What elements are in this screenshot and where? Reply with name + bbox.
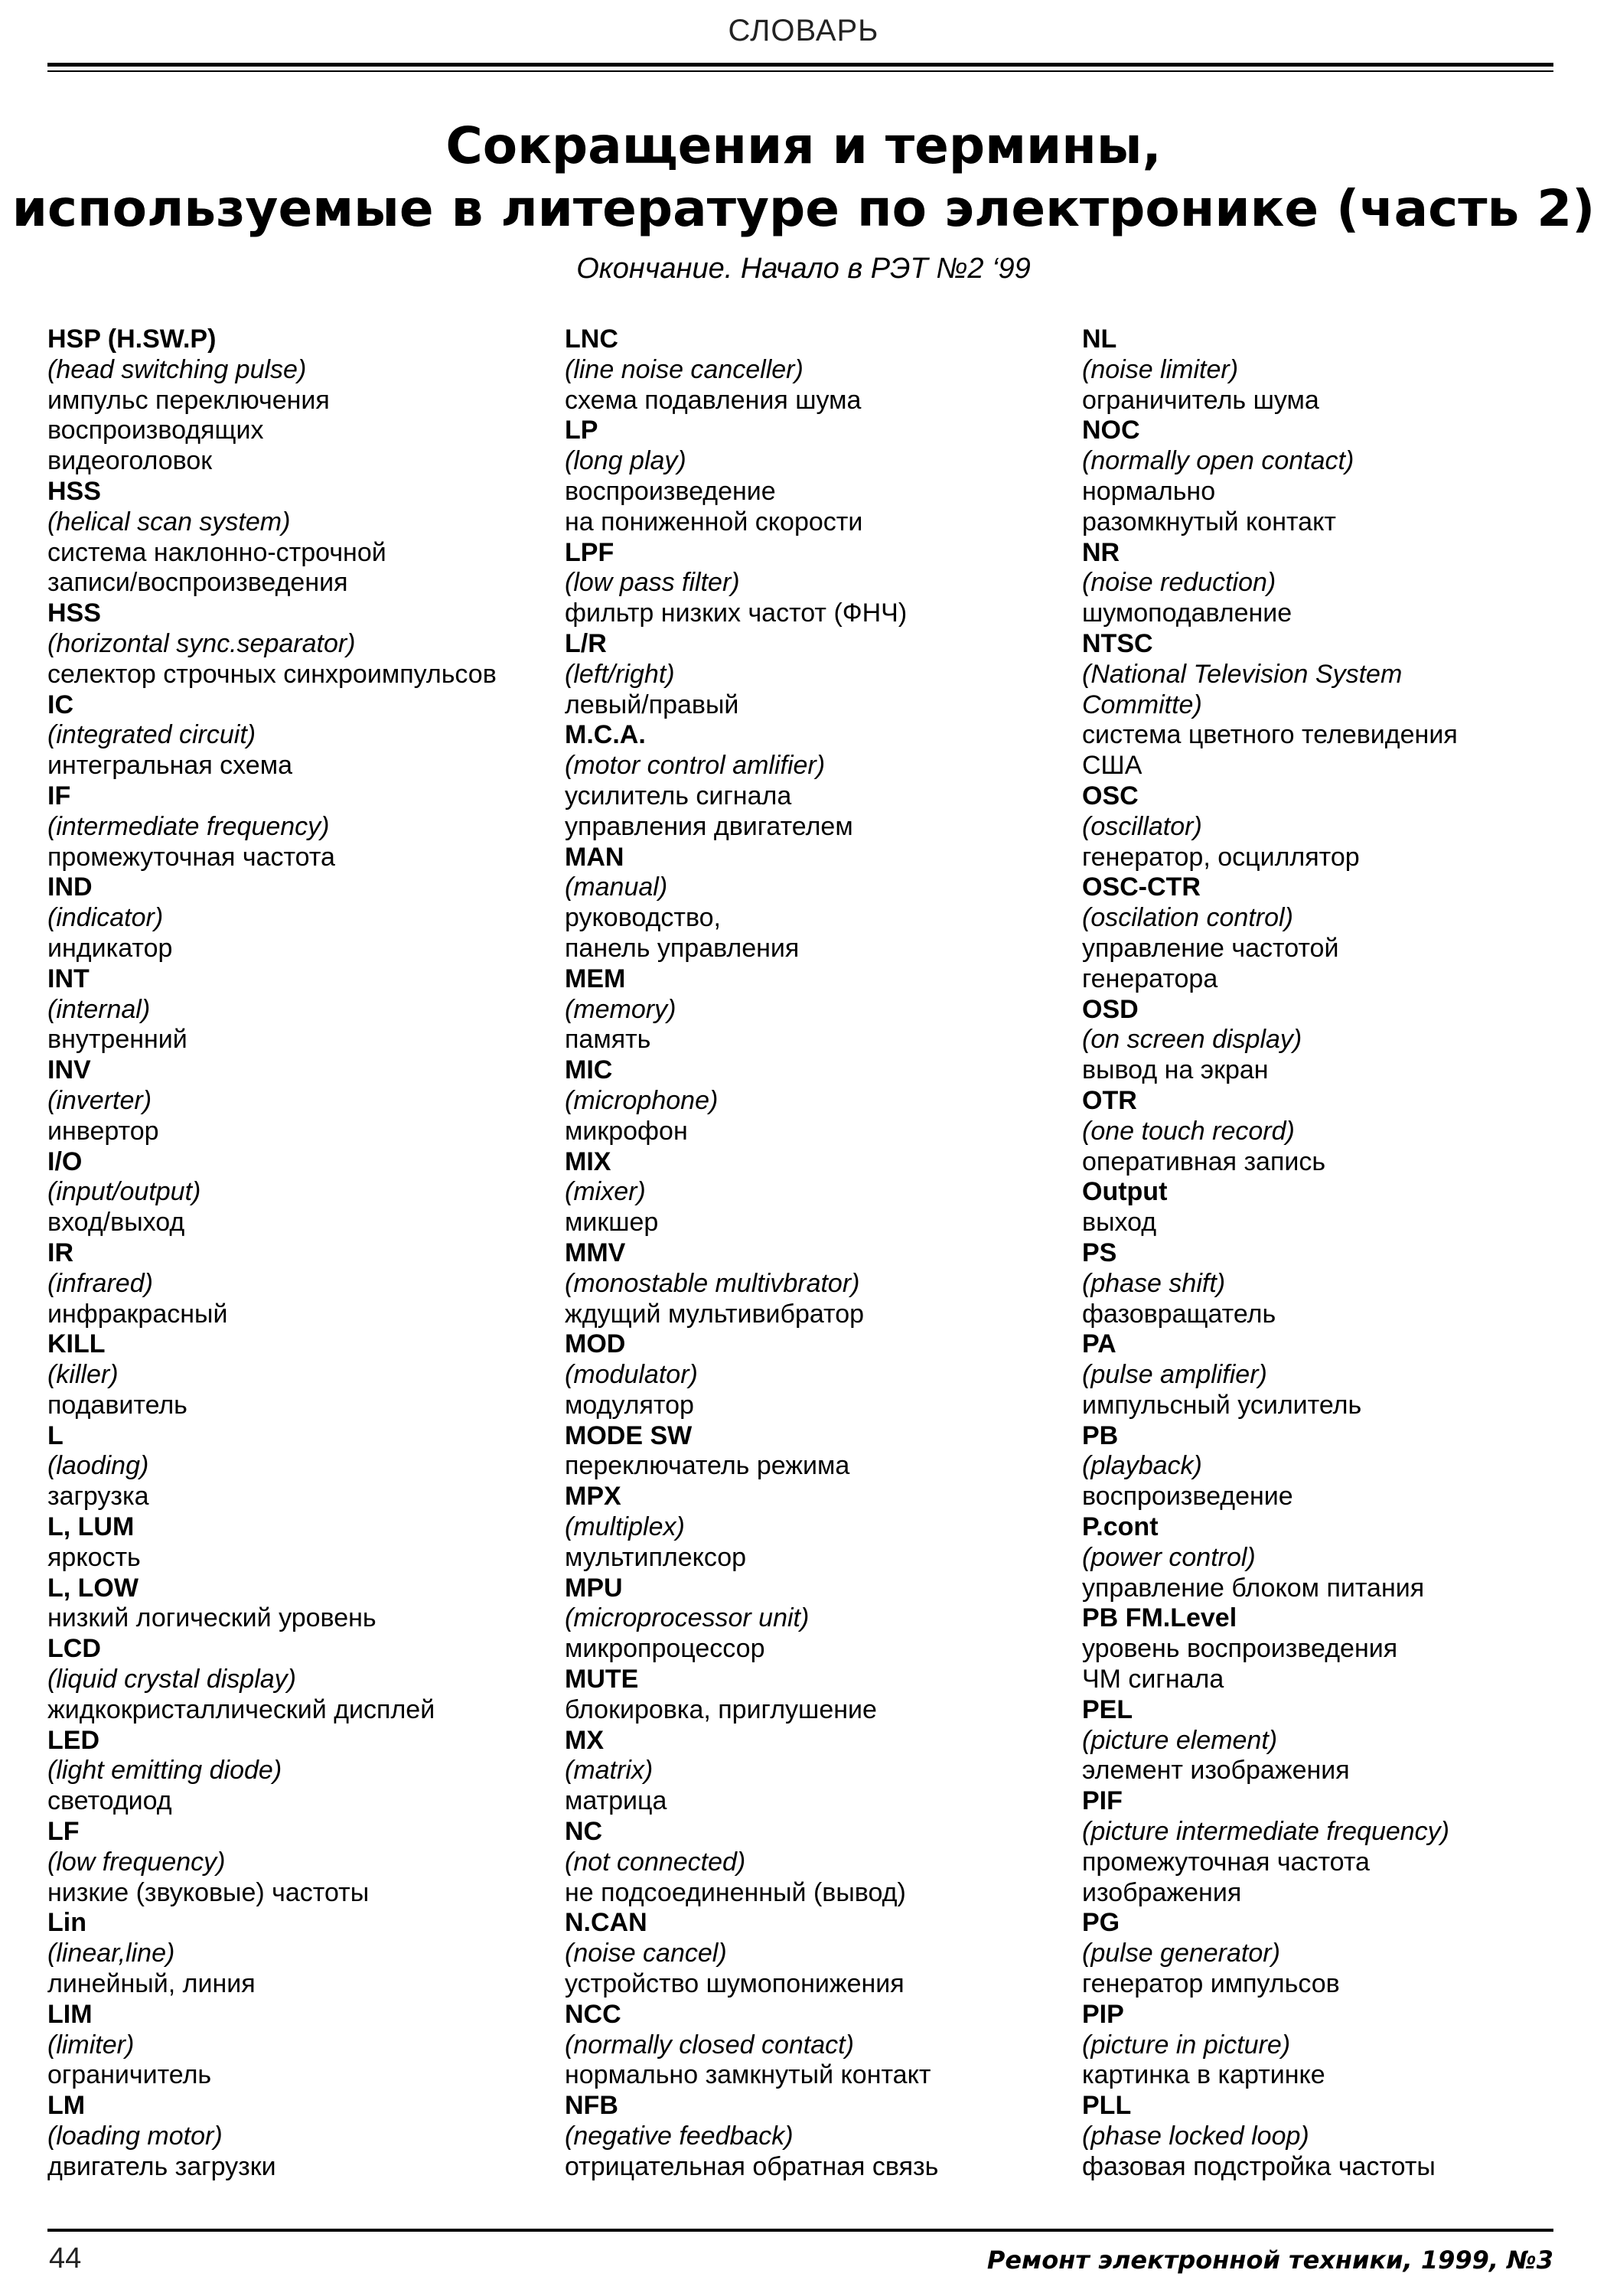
glossary-english: (mixer) xyxy=(565,1177,646,1207)
glossary-term: PIP xyxy=(1082,1999,1124,2029)
glossary-english: (picture intermediate frequency) xyxy=(1082,1817,1450,1847)
glossary-term: LIM xyxy=(47,1999,93,2029)
glossary-translation: микропроцессор xyxy=(565,1634,765,1664)
glossary-english: (internal) xyxy=(47,994,151,1024)
glossary-translation: фильтр низких частот (ФНЧ) xyxy=(565,598,908,628)
glossary-translation: вывод на экран xyxy=(1082,1055,1269,1085)
glossary-translation: низкий логический уровень xyxy=(47,1603,376,1633)
glossary-english: (normally closed contact) xyxy=(565,2030,854,2060)
glossary-translation: оперативная запись xyxy=(1082,1146,1326,1176)
glossary-translation: мультиплексор xyxy=(565,1542,747,1572)
glossary-term: NFB xyxy=(565,2091,618,2121)
glossary-term: HSP (H.SW.P) xyxy=(47,325,217,354)
glossary-english: (low pass filter) xyxy=(565,568,740,598)
glossary-term: LCD xyxy=(47,1634,101,1664)
glossary-translation: ЧМ сигнала xyxy=(1082,1665,1224,1694)
glossary-term: MOD xyxy=(565,1329,626,1359)
glossary-translation: вход/выход xyxy=(47,1208,185,1238)
glossary-translation: ждущий мультивибратор xyxy=(565,1299,865,1329)
glossary-term: PEL xyxy=(1082,1694,1133,1724)
glossary-english: (helical scan system) xyxy=(47,507,291,536)
glossary-term: LED xyxy=(47,1725,99,1755)
glossary-translation: шумоподавление xyxy=(1082,598,1292,628)
glossary-term: NCC xyxy=(565,1999,621,2029)
glossary-term: NTSC xyxy=(1082,628,1153,658)
glossary-term: LNC xyxy=(565,325,618,354)
glossary-translation: нормально замкнутый контакт xyxy=(565,2060,931,2090)
glossary-english: (phase shift) xyxy=(1082,1268,1226,1298)
glossary-translation: ограничитель шума xyxy=(1082,385,1319,415)
glossary-term: MUTE xyxy=(565,1665,639,1694)
glossary-translation: руководство, xyxy=(565,903,721,933)
glossary-english: (one touch record) xyxy=(1082,1116,1295,1146)
glossary-translation: селектор строчных синхроимпульсов xyxy=(47,659,497,689)
glossary-english: (low frequency) xyxy=(47,1847,226,1877)
glossary-english: (loading motor) xyxy=(47,2122,223,2151)
glossary-term: LPF xyxy=(565,537,614,567)
glossary-translation: переключатель режима xyxy=(565,1451,850,1481)
glossary-translation: отрицательная обратная связь xyxy=(565,2151,939,2181)
glossary-term: L/R xyxy=(565,628,607,658)
glossary-english: (not connected) xyxy=(565,1847,746,1877)
glossary-english: (multiplex) xyxy=(565,1512,685,1542)
glossary-term: MAN xyxy=(565,842,624,872)
glossary-term: INT xyxy=(47,964,90,993)
glossary-term: MPX xyxy=(565,1482,621,1512)
glossary-translation: выход xyxy=(1082,1208,1157,1238)
glossary-english: (normally open contact) xyxy=(1082,446,1354,476)
glossary-english: (picture in picture) xyxy=(1082,2030,1291,2060)
glossary-term: LF xyxy=(47,1817,80,1847)
glossary-term: PS xyxy=(1082,1238,1117,1267)
glossary-term: Output xyxy=(1082,1177,1168,1207)
glossary-translation: генератор, осциллятор xyxy=(1082,842,1360,872)
glossary-english: (pulse generator) xyxy=(1082,1939,1280,1968)
glossary-english: (noise reduction) xyxy=(1082,568,1276,598)
subtitle: Окончание. Начало в РЭТ №2 ‘99 xyxy=(576,253,1031,285)
glossary-english: (monostable multivbrator) xyxy=(565,1268,860,1298)
glossary-english: (horizontal sync.separator) xyxy=(47,628,356,658)
glossary-english: (microphone) xyxy=(565,1085,719,1115)
glossary-column-1 xyxy=(47,325,553,2183)
glossary-translation: линейный, линия xyxy=(47,1969,256,1999)
glossary-english: (intermediate frequency) xyxy=(47,811,330,841)
glossary-translation: уровень воспроизведения xyxy=(1082,1634,1398,1664)
glossary-english: (long play) xyxy=(565,446,686,476)
glossary-translation: генератор импульсов xyxy=(1082,1969,1340,1999)
glossary-english: (memory) xyxy=(565,994,676,1024)
glossary-term: M.C.A. xyxy=(565,720,646,750)
glossary-term: N.CAN xyxy=(565,1908,647,1938)
glossary-translation: не подсоединенный (вывод) xyxy=(565,1877,906,1907)
glossary-translation: импульсный усилитель xyxy=(1082,1390,1362,1420)
glossary-translation: матрица xyxy=(565,1786,667,1816)
glossary-term: OSC-CTR xyxy=(1082,872,1201,902)
glossary-term: LM xyxy=(47,2091,86,2121)
section-label: СЛОВАРЬ xyxy=(728,14,879,47)
glossary-english: (motor control amlifier) xyxy=(565,751,826,781)
glossary-english: (line noise canceller) xyxy=(565,354,804,384)
glossary-term: NL xyxy=(1082,325,1117,354)
glossary-english: (head switching pulse) xyxy=(47,354,307,384)
glossary-translation: память xyxy=(565,1025,651,1055)
glossary-translation: инфракрасный xyxy=(47,1299,228,1329)
glossary-english: (manual) xyxy=(565,872,668,902)
glossary-translation: изображения xyxy=(1082,1877,1242,1907)
glossary-translation: элемент изображения xyxy=(1082,1756,1350,1786)
glossary-translation: панель управления xyxy=(565,933,800,963)
glossary-translation: импульс переключения xyxy=(47,385,330,415)
glossary-term: HSS xyxy=(47,598,101,628)
glossary-translation: загрузка xyxy=(47,1482,149,1512)
glossary-term: OSC xyxy=(1082,781,1139,810)
glossary-translation: управление частотой xyxy=(1082,933,1339,963)
glossary-translation: нормально xyxy=(1082,476,1216,506)
glossary-translation: индикатор xyxy=(47,933,173,963)
glossary-english: (light emitting diode) xyxy=(47,1756,282,1786)
glossary-term: MEM xyxy=(565,964,626,993)
glossary-translation: левый/правый xyxy=(565,690,739,719)
title-line-1: Сокращения и термины, xyxy=(445,116,1162,175)
glossary-translation: система цветного телевидения xyxy=(1082,720,1458,750)
glossary-term: I/O xyxy=(47,1146,83,1176)
glossary-translation: генератора xyxy=(1082,964,1218,993)
glossary-translation: модулятор xyxy=(565,1390,694,1420)
glossary-translation: двигатель загрузки xyxy=(47,2151,276,2181)
glossary-translation: инвертор xyxy=(47,1116,159,1146)
glossary-translation: промежуточная частота xyxy=(1082,1847,1370,1877)
glossary-term: IND xyxy=(47,872,93,902)
glossary-english: (limiter) xyxy=(47,2030,135,2060)
glossary-translation: внутренний xyxy=(47,1025,187,1055)
glossary-translation: светодиод xyxy=(47,1786,172,1816)
glossary-term: L xyxy=(47,1420,64,1450)
glossary-translation: жидкокристаллический дисплей xyxy=(47,1694,435,1724)
glossary-term: PIF xyxy=(1082,1786,1123,1816)
footer-rule xyxy=(47,2229,1553,2232)
glossary-term: PA xyxy=(1082,1329,1116,1359)
glossary-english: (matrix) xyxy=(565,1756,654,1786)
glossary-translation: управление блоком питания xyxy=(1082,1573,1425,1603)
glossary-english: (oscillator) xyxy=(1082,811,1202,841)
glossary-english: (on screen display) xyxy=(1082,1025,1302,1055)
glossary-translation: усилитель сигнала xyxy=(565,781,792,810)
glossary-english: (microprocessor unit) xyxy=(565,1603,810,1633)
glossary-term: Lin xyxy=(47,1908,86,1938)
glossary-term: MIC xyxy=(565,1055,613,1085)
glossary-term: PLL xyxy=(1082,2091,1132,2121)
glossary-english: (laoding) xyxy=(47,1451,149,1481)
glossary-english: (indicator) xyxy=(47,903,164,933)
glossary-english: Committe) xyxy=(1082,690,1202,719)
glossary-column-3 xyxy=(1082,325,1587,2183)
glossary-translation: видеоголовок xyxy=(47,446,213,476)
glossary-translation: интегральная схема xyxy=(47,751,292,781)
glossary-column-2 xyxy=(565,325,1070,2183)
glossary-english: (noise limiter) xyxy=(1082,354,1239,384)
glossary-term: MIX xyxy=(565,1146,611,1176)
glossary-term: P.cont xyxy=(1082,1512,1159,1542)
glossary-english: (killer) xyxy=(47,1360,119,1390)
header-rule-thick xyxy=(47,63,1553,67)
glossary-english: (pulse amplifier) xyxy=(1082,1360,1267,1390)
glossary-term: NC xyxy=(565,1817,603,1847)
glossary-english: (negative feedback) xyxy=(565,2122,794,2151)
glossary-term: MMV xyxy=(565,1238,626,1267)
glossary-english: (liquid crystal display) xyxy=(47,1665,296,1694)
glossary-english: (phase locked loop) xyxy=(1082,2122,1309,2151)
glossary-term: HSS xyxy=(47,476,101,506)
glossary-translation: управления двигателем xyxy=(565,811,853,841)
glossary-translation: схема подавления шума xyxy=(565,385,862,415)
glossary-term: MODE SW xyxy=(565,1420,693,1450)
glossary-english: (left/right) xyxy=(565,659,675,689)
glossary-term: IF xyxy=(47,781,71,810)
glossary-translation: фазовращатель xyxy=(1082,1299,1276,1329)
glossary-english: (National Television System xyxy=(1082,659,1403,689)
journal-credit: Ремонт электронной техники, 1999, №3 xyxy=(986,2245,1553,2275)
glossary-term: OSD xyxy=(1082,994,1139,1024)
glossary-translation: воспроизведение xyxy=(1082,1482,1293,1512)
glossary-translation: промежуточная частота xyxy=(47,842,335,872)
glossary-english: (picture element) xyxy=(1082,1725,1278,1755)
glossary-english: (noise cancel) xyxy=(565,1939,727,1968)
glossary-english: (playback) xyxy=(1082,1451,1202,1481)
page-number: 44 xyxy=(49,2242,82,2275)
glossary-english: (integrated circuit) xyxy=(47,720,256,750)
glossary-english: (modulator) xyxy=(565,1360,698,1390)
glossary-english: (power control) xyxy=(1082,1542,1256,1572)
glossary-english: (linear,line) xyxy=(47,1939,175,1968)
glossary-translation: США xyxy=(1082,751,1143,781)
glossary-columns xyxy=(47,325,1570,2181)
glossary-translation: воспроизводящих xyxy=(47,416,264,445)
glossary-translation: фазовая подстройка частоты xyxy=(1082,2151,1436,2181)
glossary-english: (oscilation control) xyxy=(1082,903,1293,933)
glossary-term: NOC xyxy=(1082,416,1140,445)
glossary-english: (inverter) xyxy=(47,1085,152,1115)
glossary-translation: микшер xyxy=(565,1208,659,1238)
glossary-term: L, LOW xyxy=(47,1573,139,1603)
glossary-translation: устройство шумопонижения xyxy=(565,1969,905,1999)
glossary-translation: блокировка, приглушение xyxy=(565,1694,877,1724)
glossary-translation: подавитель xyxy=(47,1390,187,1420)
glossary-term: IR xyxy=(47,1238,73,1267)
glossary-english: (input/output) xyxy=(47,1177,201,1207)
glossary-translation: записи/воспроизведения xyxy=(47,568,348,598)
glossary-term: IC xyxy=(47,690,73,719)
glossary-term: L, LUM xyxy=(47,1512,135,1542)
page-title xyxy=(0,115,1607,240)
glossary-translation: на пониженной скорости xyxy=(565,507,863,536)
title-line-2: используемые в литературе по электронике (часть 2) xyxy=(11,179,1596,238)
glossary-translation: разомкнутый контакт xyxy=(1082,507,1336,536)
glossary-term: MX xyxy=(565,1725,604,1755)
glossary-translation: ограничитель xyxy=(47,2060,212,2090)
glossary-translation: микрофон xyxy=(565,1116,688,1146)
glossary-term: LP xyxy=(565,416,598,445)
glossary-term: OTR xyxy=(1082,1085,1137,1115)
glossary-translation: яркость xyxy=(47,1542,141,1572)
glossary-term: PB FM.Level xyxy=(1082,1603,1237,1633)
glossary-english: (infrared) xyxy=(47,1268,153,1298)
glossary-term: NR xyxy=(1082,537,1120,567)
glossary-translation: картинка в картинке xyxy=(1082,2060,1325,2090)
glossary-term: MPU xyxy=(565,1573,623,1603)
glossary-translation: низкие (звуковые) частоты xyxy=(47,1877,370,1907)
glossary-translation: система наклонно-строчной xyxy=(47,537,386,567)
glossary-term: INV xyxy=(47,1055,91,1085)
glossary-term: PG xyxy=(1082,1908,1120,1938)
glossary-term: KILL xyxy=(47,1329,106,1359)
glossary-translation: воспроизведение xyxy=(565,476,776,506)
header-rule-thin xyxy=(47,70,1553,72)
glossary-term: PB xyxy=(1082,1420,1119,1450)
